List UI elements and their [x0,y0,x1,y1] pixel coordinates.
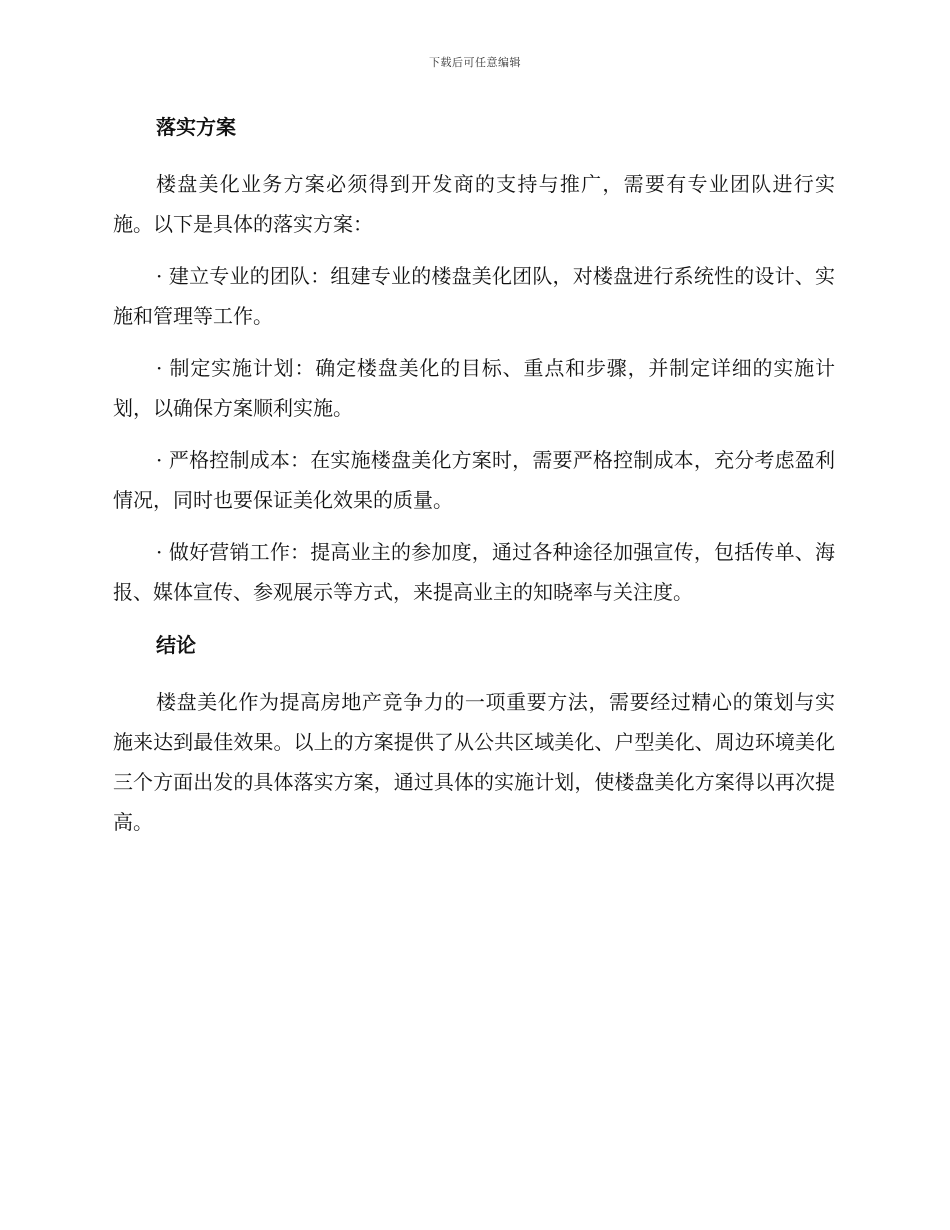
bullet-marketing: · 做好营销工作：提高业主的参加度，通过各种途径加强宣传，包括传单、海报、媒体宣传、参观展示等方式，来提高业主的知晓率与关注度。 [113,540,835,604]
paragraph-intro: 楼盘美化业务方案必须得到开发商的支持与推广，需要有专业团队进行实施。以下是具体的落实方案： [113,172,835,236]
header-note: 下载后可任意编辑 [429,56,521,69]
bullet-team: · 建立专业的团队：组建专业的楼盘美化团队，对楼盘进行系统性的设计、实施和管理等工作。 [113,264,835,328]
document-body [113,112,835,842]
paragraph-conclusion: 楼盘美化作为提高房地产竞争力的一项重要方法，需要经过精心的策划与实施来达到最佳效果。以上的方案提供了从公共区域美化、户型美化、周边环境美化三个方面出发的具体落实方案，通过具体的实施计划，使楼盘美化方案得以再次提高。 [113,690,835,834]
bullet-cost: · 严格控制成本：在实施楼盘美化方案时，需要严格控制成本，充分考虑盈利情况，同时也要保证美化效果的质量。 [113,448,835,512]
section-heading-implementation: 落实方案 [156,115,236,139]
bullet-plan: · 制定实施计划：确定楼盘美化的目标、重点和步骤，并制定详细的实施计划，以确保方案顺利实施。 [113,356,835,420]
section-heading-conclusion: 结论 [156,633,196,657]
